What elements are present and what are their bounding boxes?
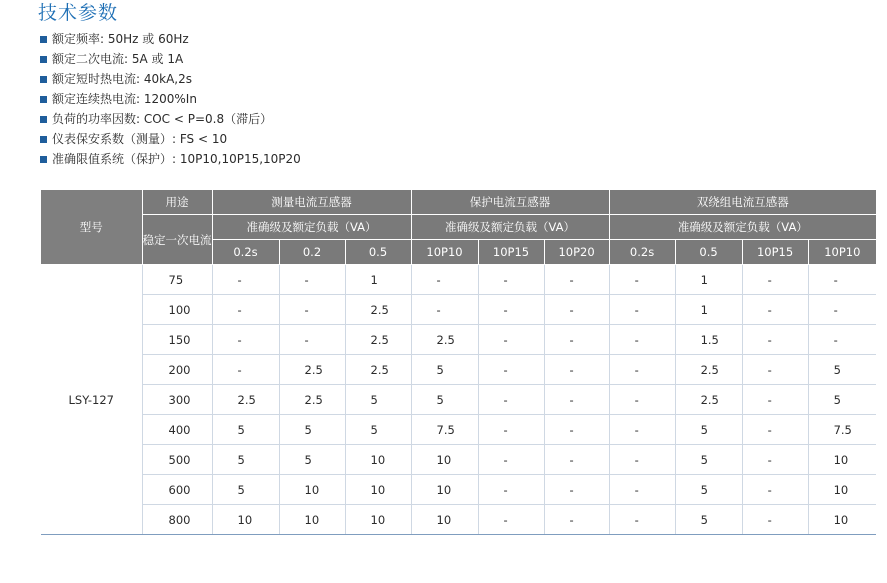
spec-item (40, 89, 301, 109)
spec-text: 额定频率: 50Hz 或 60Hz (52, 32, 189, 46)
value-cell: 5 (675, 445, 742, 475)
table-row (41, 355, 876, 385)
value-cell: - (544, 445, 609, 475)
spec-item (40, 49, 301, 69)
spec-text: 准确限值系统（保护）: 10P10,10P15,10P20 (52, 152, 301, 166)
rated-current-cell: 600 (142, 475, 212, 505)
rated-current-cell: 100 (142, 295, 212, 325)
value-cell: 5 (345, 415, 411, 445)
accuracy-subheader: 准确级及额定负载（VA） (609, 215, 876, 240)
column-header: 10P20 (544, 240, 609, 265)
value-cell: - (212, 265, 279, 295)
model-header: 型号 (41, 190, 142, 265)
value-cell: - (609, 415, 675, 445)
usage-header: 用途 (142, 190, 212, 215)
spec-text: 额定二次电流: 5A 或 1A (52, 52, 184, 66)
table-row (41, 265, 876, 295)
value-cell: - (742, 355, 808, 385)
value-cell: 2.5 (411, 325, 478, 355)
value-cell: 5 (411, 385, 478, 415)
value-cell: 10 (345, 445, 411, 475)
value-cell: 10 (345, 505, 411, 535)
value-cell: 2.5 (675, 355, 742, 385)
value-cell: - (544, 385, 609, 415)
value-cell: - (544, 415, 609, 445)
table-row (41, 295, 876, 325)
value-cell: 5 (279, 445, 345, 475)
square-bullet-icon (40, 36, 47, 43)
value-cell: - (478, 505, 544, 535)
value-cell: 5 (411, 355, 478, 385)
value-cell: - (808, 265, 876, 295)
value-cell: - (279, 295, 345, 325)
value-cell: 5 (212, 445, 279, 475)
value-cell: 2.5 (279, 385, 345, 415)
spec-text: 额定连续热电流: 1200%In (52, 92, 197, 106)
value-cell: 5 (212, 415, 279, 445)
value-cell: 10 (345, 475, 411, 505)
value-cell: - (742, 325, 808, 355)
model-cell: LSY-127 (41, 265, 142, 535)
value-cell: - (279, 325, 345, 355)
column-header: 10P10 (411, 240, 478, 265)
value-cell: - (478, 385, 544, 415)
table-row (41, 475, 876, 505)
value-cell: - (609, 505, 675, 535)
value-cell: 5 (675, 415, 742, 445)
group-header-measuring: 测量电流互感器 (212, 190, 411, 215)
table-body (41, 265, 876, 535)
value-cell: - (609, 445, 675, 475)
value-cell: 5 (675, 475, 742, 505)
spec-item (40, 69, 301, 89)
square-bullet-icon (40, 136, 47, 143)
rated-current-cell: 300 (142, 385, 212, 415)
value-cell: - (609, 355, 675, 385)
spec-text: 仪表保安系数（测量）: FS < 10 (52, 132, 228, 146)
value-cell: 5 (808, 355, 876, 385)
rated-current-cell: 75 (142, 265, 212, 295)
rated-current-cell: 400 (142, 415, 212, 445)
column-header: 10P10 (808, 240, 876, 265)
spec-item (40, 149, 301, 169)
value-cell: 1 (345, 265, 411, 295)
column-header: 0.2 (279, 240, 345, 265)
column-header: 0.5 (345, 240, 411, 265)
value-cell: 2.5 (345, 295, 411, 325)
value-cell: 10 (808, 505, 876, 535)
value-cell: 10 (411, 445, 478, 475)
column-header: 0.5 (675, 240, 742, 265)
value-cell: - (478, 445, 544, 475)
group-header-dual-winding: 双绕组电流互感器 (609, 190, 876, 215)
value-cell: - (742, 265, 808, 295)
value-cell: 1.5 (675, 325, 742, 355)
value-cell: - (609, 475, 675, 505)
value-cell: - (742, 475, 808, 505)
value-cell: - (411, 295, 478, 325)
value-cell: 2.5 (675, 385, 742, 415)
value-cell: - (212, 325, 279, 355)
value-cell: - (411, 265, 478, 295)
rated-current-header: 稳定一次电流 (142, 215, 212, 265)
value-cell: 1 (675, 295, 742, 325)
spec-item (40, 29, 301, 49)
accuracy-subheader: 准确级及额定负载（VA） (212, 215, 411, 240)
value-cell: - (212, 295, 279, 325)
value-cell: 2.5 (345, 355, 411, 385)
table-row (41, 445, 876, 475)
spec-text: 负荷的功率因数: COC < P=0.8（滞后） (52, 112, 273, 126)
value-cell: 10 (279, 475, 345, 505)
value-cell: - (808, 295, 876, 325)
value-cell: 5 (808, 385, 876, 415)
rated-current-cell: 200 (142, 355, 212, 385)
square-bullet-icon (40, 76, 47, 83)
column-header: 0.2s (212, 240, 279, 265)
table-row (41, 505, 876, 535)
value-cell: - (808, 325, 876, 355)
value-cell: 5 (675, 505, 742, 535)
value-cell: - (544, 475, 609, 505)
square-bullet-icon (40, 116, 47, 123)
spec-item (40, 109, 301, 129)
value-cell: - (478, 355, 544, 385)
value-cell: 10 (808, 475, 876, 505)
value-cell: - (609, 385, 675, 415)
value-cell: - (609, 265, 675, 295)
page-title: 技术参数 (38, 2, 119, 24)
spec-item (40, 129, 301, 149)
rated-current-cell: 150 (142, 325, 212, 355)
table-row (41, 325, 876, 355)
value-cell: - (544, 295, 609, 325)
value-cell: 1 (675, 265, 742, 295)
value-cell: - (742, 415, 808, 445)
rated-current-cell: 800 (142, 505, 212, 535)
column-header: 0.2s (609, 240, 675, 265)
group-header-protection: 保护电流互感器 (411, 190, 609, 215)
value-cell: 10 (411, 475, 478, 505)
value-cell: - (742, 445, 808, 475)
square-bullet-icon (40, 96, 47, 103)
value-cell: 5 (345, 385, 411, 415)
value-cell: - (478, 265, 544, 295)
value-cell: 7.5 (808, 415, 876, 445)
value-cell: - (478, 475, 544, 505)
value-cell: - (609, 295, 675, 325)
value-cell: - (609, 325, 675, 355)
table-row (41, 415, 876, 445)
value-cell: - (478, 295, 544, 325)
value-cell: - (742, 385, 808, 415)
table-row (41, 385, 876, 415)
value-cell: 2.5 (345, 325, 411, 355)
value-cell: 10 (212, 505, 279, 535)
column-header: 10P15 (478, 240, 544, 265)
value-cell: 5 (212, 475, 279, 505)
value-cell: 7.5 (411, 415, 478, 445)
value-cell: - (478, 415, 544, 445)
value-cell: - (544, 355, 609, 385)
accuracy-subheader: 准确级及额定负载（VA） (411, 215, 609, 240)
value-cell: 2.5 (279, 355, 345, 385)
value-cell: 10 (411, 505, 478, 535)
value-cell: - (478, 325, 544, 355)
value-cell: - (544, 505, 609, 535)
value-cell: - (279, 265, 345, 295)
value-cell: 5 (279, 415, 345, 445)
rated-current-cell: 500 (142, 445, 212, 475)
spec-list (40, 29, 301, 169)
value-cell: - (212, 355, 279, 385)
value-cell: 2.5 (212, 385, 279, 415)
column-header: 10P15 (742, 240, 808, 265)
spec-text: 额定短时热电流: 40kA,2s (52, 72, 192, 86)
square-bullet-icon (40, 56, 47, 63)
value-cell: - (544, 325, 609, 355)
parameter-table (41, 190, 876, 535)
value-cell: - (544, 265, 609, 295)
value-cell: 10 (279, 505, 345, 535)
value-cell: - (742, 295, 808, 325)
square-bullet-icon (40, 156, 47, 163)
value-cell: - (742, 505, 808, 535)
value-cell: 10 (808, 445, 876, 475)
